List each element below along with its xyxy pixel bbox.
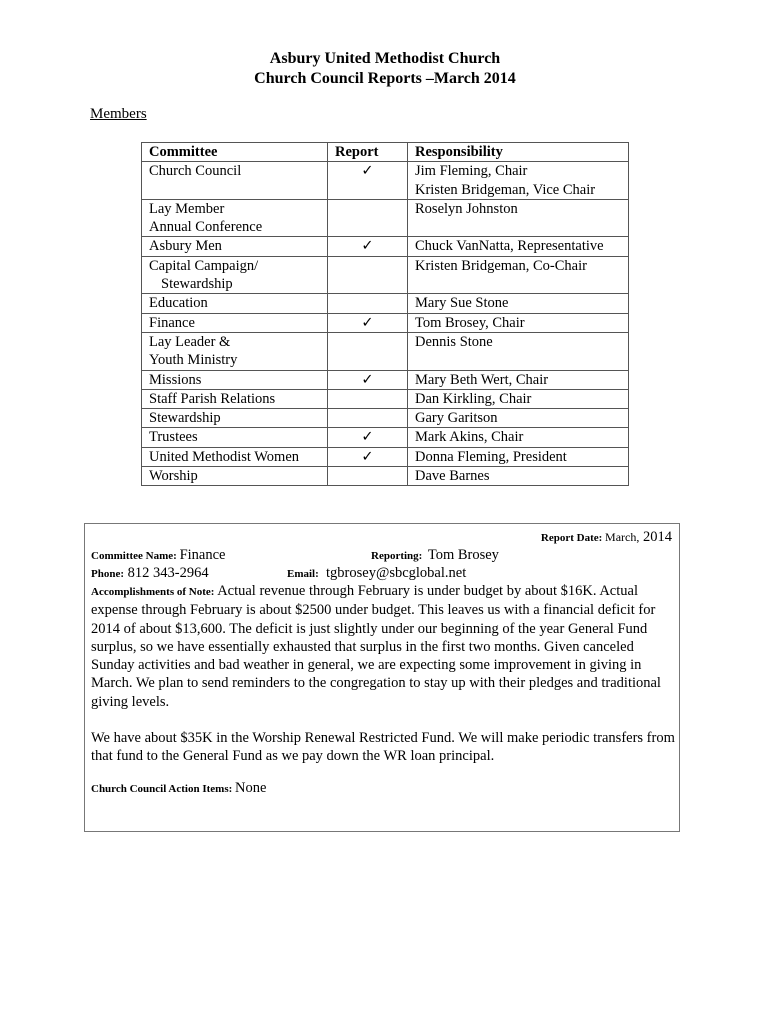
responsibility-cell xyxy=(408,428,629,447)
committee-name: Youth Ministry xyxy=(149,352,238,369)
report-cell xyxy=(328,256,408,294)
column-header-responsibility: Responsibility xyxy=(408,143,629,162)
column-header-committee: Committee xyxy=(142,143,328,162)
responsibility-cell xyxy=(408,409,629,428)
accomplishments-label: Accomplishments of Note xyxy=(91,586,211,598)
committee-cell xyxy=(142,199,328,237)
document-subtitle: Church Council Reports –March 2014 xyxy=(254,70,516,87)
report-date-label: Report Date xyxy=(540,532,599,544)
members-heading: Members xyxy=(90,106,147,122)
report-cell xyxy=(328,447,408,466)
report-cell xyxy=(328,237,408,256)
table-row xyxy=(142,467,629,486)
responsible-person: Dennis Stone xyxy=(415,333,493,350)
committee-cell xyxy=(142,294,328,313)
committee-name: Annual Conference xyxy=(149,219,263,236)
responsibility-cell xyxy=(408,294,629,313)
committee-cell xyxy=(142,370,328,389)
committee-name: Finance xyxy=(149,314,195,331)
committee-name-value: Finance xyxy=(179,547,226,563)
committee-table xyxy=(141,142,629,486)
report-cell xyxy=(328,294,408,313)
committee-name: Lay Leader & xyxy=(149,333,231,350)
report-cell xyxy=(328,467,408,486)
table-row xyxy=(142,428,629,447)
committee-name: Capital Campaign/ xyxy=(149,257,259,274)
email-value: tgbrosey@sbcglobal.net xyxy=(326,565,467,581)
responsibility-cell xyxy=(408,370,629,389)
committee-name: United Methodist Women xyxy=(149,448,299,465)
reporting-value: Tom Brosey xyxy=(427,547,499,563)
responsibility-cell xyxy=(408,256,629,294)
responsible-person: Dave Barnes xyxy=(415,468,490,485)
table-row xyxy=(142,370,629,389)
committee-name: Worship xyxy=(149,468,198,485)
checkmark-icon: ✓ xyxy=(361,238,374,255)
responsible-person: Mary Beth Wert, Chair xyxy=(415,371,549,388)
table-row xyxy=(142,447,629,466)
table-body xyxy=(142,162,629,486)
committee-cell xyxy=(142,409,328,428)
committee-cell xyxy=(142,332,328,370)
responsible-person: Kristen Bridgeman, Co-Chair xyxy=(415,257,587,274)
responsible-person: Dan Kirkling, Chair xyxy=(415,390,532,407)
committee-cell xyxy=(142,162,328,200)
committee-name-label: Committee Name xyxy=(91,550,174,562)
paragraph-2: We have about $35K in the Worship Renewal Restricted Fund. We will make periodic transfers from that fund to the General Fund as we pay down the WR loan principal. xyxy=(91,730,675,765)
report-cell xyxy=(328,409,408,428)
responsibility-cell xyxy=(408,162,629,200)
table-row xyxy=(142,199,629,237)
report-date-year: 2014 xyxy=(643,529,672,545)
responsibility-cell xyxy=(408,313,629,332)
table-row xyxy=(142,256,629,294)
responsible-person: Jim Fleming, Chair xyxy=(415,163,528,180)
phone-value: 812 343-2964 xyxy=(127,565,209,581)
committee-name: Education xyxy=(149,295,208,312)
responsible-person: Donna Fleming, President xyxy=(415,448,567,465)
responsibility-cell xyxy=(408,447,629,466)
report-cell xyxy=(328,332,408,370)
report-box xyxy=(84,523,680,832)
committee-name: Stewardship xyxy=(149,410,221,427)
email-label: Email: xyxy=(287,568,319,580)
responsibility-cell xyxy=(408,389,629,408)
phone-row xyxy=(91,564,209,583)
table-row xyxy=(142,313,629,332)
report-date-month: March, xyxy=(605,530,640,544)
report-cell xyxy=(328,370,408,389)
report-date: Report Date: March, 2014 xyxy=(540,529,672,545)
reporting-row: Reporting: Tom Brosey xyxy=(371,547,499,563)
responsible-person: Roselyn Johnston xyxy=(415,200,518,217)
responsible-person: Mary Sue Stone xyxy=(415,295,509,312)
responsible-person: Tom Brosey, Chair xyxy=(415,314,525,331)
paragraph-1: Actual revenue through February is under budget by about $16K. Actual expense through February is about $2500 under budget. This leaves us with a financial deficit for 2014 of about $13,600. The deficit is just slightly under our beginning of the year General Fund surplus, so we have essentially exhausted that surplus in the first two months. Given canceled Sunday activities and bad weather in general, we are expecting some improvement in giving in March. We plan to send reminders to the congregation to stay up with their pledges and traditional giving levels. xyxy=(91,583,661,710)
table-row xyxy=(142,409,629,428)
table-row xyxy=(142,294,629,313)
table-row xyxy=(142,332,629,370)
responsible-person: Chuck VanNatta, Representative xyxy=(415,238,604,255)
committee-name: Trustees xyxy=(149,429,198,446)
phone-label: Phone: xyxy=(91,568,124,580)
table-row xyxy=(142,389,629,408)
checkmark-icon: ✓ xyxy=(361,314,374,331)
report-cell xyxy=(328,199,408,237)
reporting-label: Reporting xyxy=(371,550,419,562)
table-row xyxy=(142,237,629,256)
committee-cell xyxy=(142,256,328,294)
committee-cell xyxy=(142,389,328,408)
report-cell xyxy=(328,428,408,447)
committee-name: Asbury Men xyxy=(149,238,222,255)
action-items-label: Church Council Action Items xyxy=(91,783,229,795)
action-items-value: None xyxy=(235,780,267,796)
responsibility-cell xyxy=(408,467,629,486)
responsibility-cell xyxy=(408,332,629,370)
responsible-person: Kristen Bridgeman, Vice Chair xyxy=(415,181,596,198)
accomplishments-paragraph: Accomplishments of Note: Actual revenue through February is under budget by about $16K. Actual expense through February is about $2500 under budget. This leaves us with a financial deficit for 2014 of about $13,600. The deficit is just slightly under our beginning of the year General Fund surplus, so we have essentially exhausted that surplus in the first two months. Given canceled Sunday activities and bad weather in general, we are expecting some improvement in giving in March. We plan to send reminders to the congregation to stay up with their pledges and traditional giving levels. xyxy=(91,583,661,710)
report-body xyxy=(91,582,679,766)
column-header-report: Report xyxy=(328,143,408,162)
table-header-row xyxy=(142,143,629,162)
committee-cell xyxy=(142,313,328,332)
document-title: Asbury United Methodist Church xyxy=(269,50,501,67)
committee-name-row: Committee Name: Finance xyxy=(91,547,226,563)
committee-name: Lay Member xyxy=(149,200,225,217)
committee-cell xyxy=(142,467,328,486)
checkmark-icon: ✓ xyxy=(361,371,374,388)
committee-name: Missions xyxy=(149,371,202,388)
email-row xyxy=(287,564,466,583)
checkmark-icon: ✓ xyxy=(361,163,374,180)
table-row xyxy=(142,162,629,200)
responsibility-cell xyxy=(408,237,629,256)
report-cell xyxy=(328,313,408,332)
committee-cell xyxy=(142,447,328,466)
committee-cell xyxy=(142,428,328,447)
committee-name: Stewardship xyxy=(161,276,233,293)
committee-name: Staff Parish Relations xyxy=(149,390,276,407)
report-cell xyxy=(328,389,408,408)
committee-name: Church Council xyxy=(149,163,242,180)
responsible-person: Gary Garitson xyxy=(415,410,498,427)
checkmark-icon: ✓ xyxy=(361,429,374,446)
checkmark-icon: ✓ xyxy=(361,448,374,465)
responsible-person: Mark Akins, Chair xyxy=(415,429,524,446)
responsibility-cell xyxy=(408,199,629,237)
action-items-row: Church Council Action Items: None xyxy=(91,780,267,796)
report-cell xyxy=(328,162,408,200)
committee-cell xyxy=(142,237,328,256)
